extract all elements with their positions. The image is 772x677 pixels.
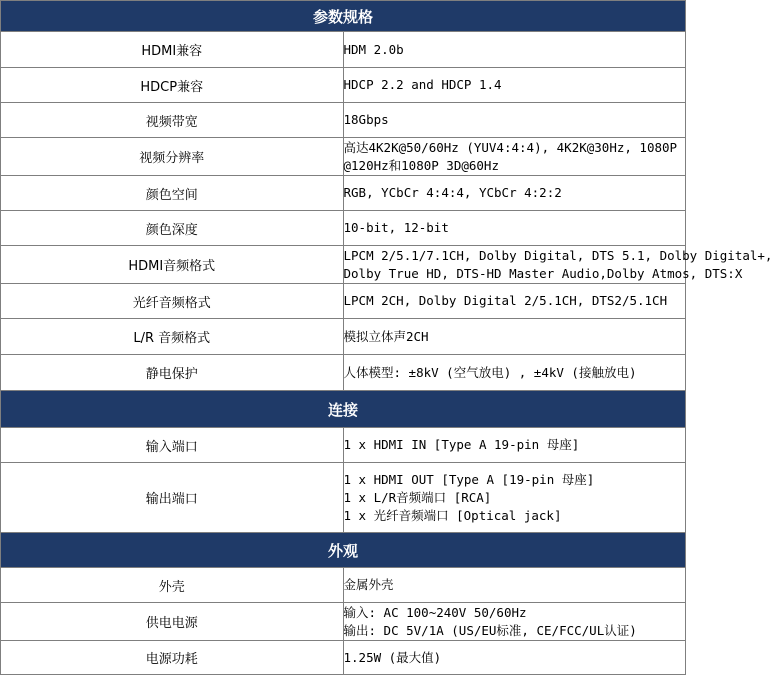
row-label: 光纤音频格式 — [1, 284, 344, 319]
value-line: HDCP 2.2 and HDCP 1.4 — [343, 77, 502, 92]
value-line: 人体模型: ±8kV (空气放电) , ±4kV (接触放电) — [343, 364, 637, 380]
value-line: 10-bit, 12-bit — [343, 220, 449, 235]
value-line: 18Gbps — [343, 112, 389, 127]
value-line: HDM 2.0b — [343, 41, 404, 57]
table-row — [1, 211, 686, 246]
row-value — [343, 428, 686, 463]
row-label: 输入端口 — [1, 428, 344, 463]
table-row — [1, 138, 686, 176]
value-line: 1 x HDMI OUT [Type A [19-pin 母座] — [343, 471, 595, 487]
table-row — [1, 176, 686, 211]
value-line: 高达4K2K@50/60Hz (YUV4:4:4), 4K2K@30Hz, 1080P — [343, 139, 678, 155]
row-value — [343, 68, 686, 103]
value-line: 模拟立体声2CH — [343, 328, 429, 344]
row-value — [343, 176, 686, 211]
row-value — [343, 355, 686, 391]
value-line: 1 x L/R音频端口 [RCA] — [343, 489, 492, 505]
table-row — [1, 641, 686, 675]
table-row — [1, 68, 686, 103]
value-line: 1 x 光纤音频端口 [Optical jack] — [343, 507, 562, 523]
table-row — [1, 355, 686, 391]
row-value — [343, 246, 772, 284]
table-row — [1, 428, 686, 463]
row-value — [343, 463, 686, 533]
row-value — [343, 319, 686, 355]
table-row — [1, 603, 686, 641]
table-row — [1, 463, 686, 533]
row-value — [343, 284, 686, 319]
row-label: 视频分辨率 — [1, 138, 344, 176]
table-row — [1, 246, 686, 284]
value-line: 金属外壳 — [343, 577, 394, 592]
row-label: 输出端口 — [1, 463, 344, 533]
row-label: 外壳 — [1, 568, 344, 603]
row-value — [343, 32, 686, 68]
row-value — [343, 211, 686, 246]
section-header-row — [1, 1, 686, 32]
row-label: 静电保护 — [1, 355, 344, 391]
value-line: LPCM 2CH, Dolby Digital 2/5.1CH, DTS2/5.1CH — [343, 293, 668, 308]
table-row — [1, 319, 686, 355]
value-line: Dolby True HD, DTS-HD Master Audio,Dolby Atmos, DTS:X — [343, 265, 743, 281]
row-label: HDMI音频格式 — [1, 246, 344, 284]
section-title-connections: 连接 — [1, 391, 686, 428]
table-row — [1, 32, 686, 68]
row-label: 电源功耗 — [1, 641, 344, 675]
value-line: 1.25W (最大值) — [343, 649, 442, 665]
table-row — [1, 568, 686, 603]
value-line: @120Hz和1080P 3D@60Hz — [343, 157, 499, 173]
row-label: 供电电源 — [1, 603, 344, 641]
section-title-appearance: 外观 — [1, 533, 686, 568]
row-label: HDCP兼容 — [1, 68, 344, 103]
row-value — [343, 641, 686, 675]
row-value — [343, 568, 686, 603]
row-value — [343, 103, 686, 138]
row-label: 颜色空间 — [1, 176, 344, 211]
table-row — [1, 284, 686, 319]
row-value — [343, 603, 686, 641]
row-label: HDMI兼容 — [1, 32, 344, 68]
row-label: 视频带宽 — [1, 103, 344, 138]
row-value — [343, 138, 686, 176]
section-header-row — [1, 391, 686, 428]
value-line: LPCM 2/5.1/7.1CH, Dolby Digital, DTS 5.1, Dolby Digital+, — [343, 247, 772, 263]
table-row — [1, 103, 686, 138]
row-label: L/R 音频格式 — [1, 319, 344, 355]
row-label: 颜色深度 — [1, 211, 344, 246]
section-header-row — [1, 533, 686, 568]
value-line: 输出: DC 5V/1A (US/EU标准, CE/FCC/UL认证) — [343, 622, 637, 638]
value-line: RGB, YCbCr 4:4:4, YCbCr 4:2:2 — [343, 185, 562, 200]
value-line: 1 x HDMI IN [Type A 19-pin 母座] — [343, 437, 580, 452]
section-title-specs: 参数规格 — [1, 1, 686, 32]
value-line: 输入: AC 100~240V 50/60Hz — [343, 604, 527, 620]
